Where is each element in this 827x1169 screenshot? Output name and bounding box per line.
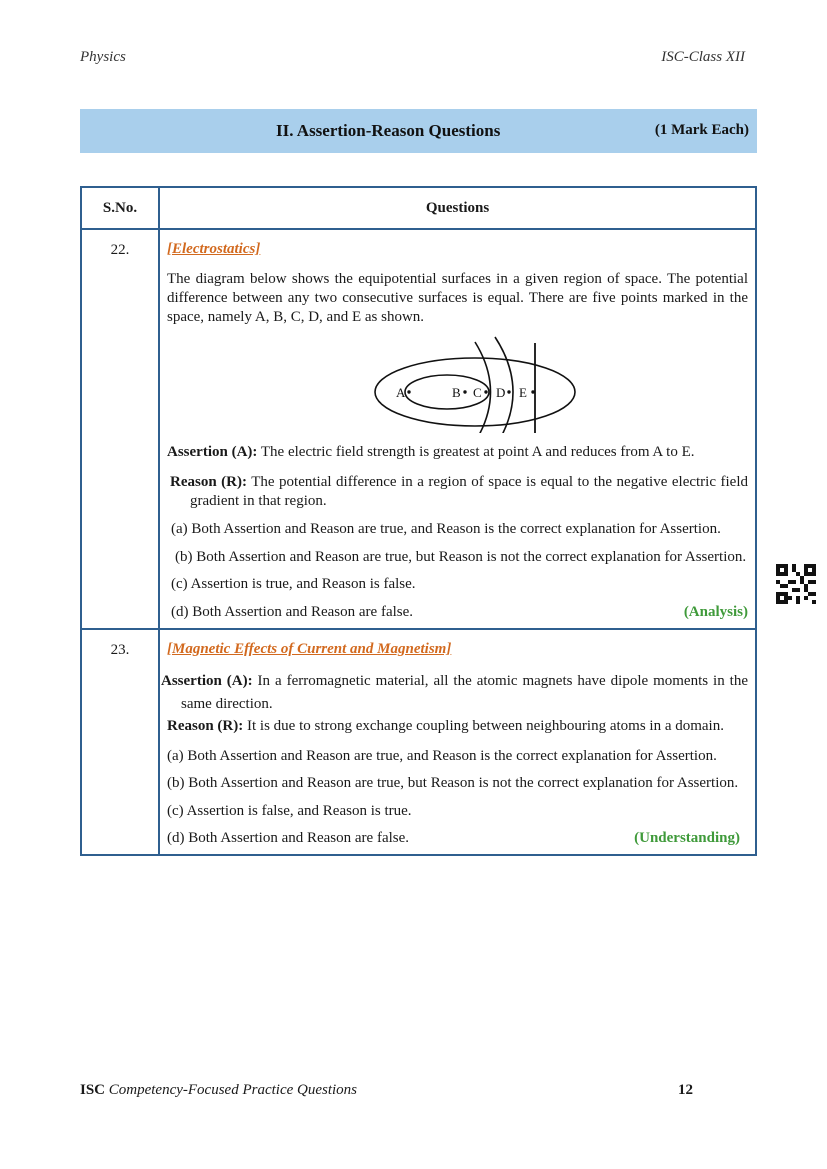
header-class: ISC-Class XII bbox=[661, 49, 745, 65]
question-cell bbox=[159, 229, 756, 629]
question-row-22 bbox=[81, 229, 756, 629]
col-header-questions: Questions bbox=[159, 187, 756, 229]
option-d: (d) Both Assertion and Reason are false. bbox=[171, 604, 414, 620]
label-d: D bbox=[496, 385, 506, 400]
label-e: E bbox=[519, 385, 527, 400]
label-b: B bbox=[452, 385, 461, 400]
reason-text: The potential difference in a region of space is equal to the negative electric field gradient in that region. bbox=[190, 474, 748, 509]
assertion bbox=[161, 670, 748, 716]
option-c: (c) Assertion is true, and Reason is false. bbox=[171, 576, 416, 592]
question-number: 23. bbox=[81, 629, 159, 855]
point-e bbox=[531, 390, 534, 393]
col-header-sno: S.No. bbox=[81, 187, 159, 229]
footer-brand: ISC bbox=[80, 1082, 106, 1098]
assertion-text: In a ferromagnetic material, all the atomic magnets have dipole moments in the same direction. bbox=[181, 673, 748, 712]
question-topic: [Electrostatics] bbox=[167, 241, 261, 257]
option-d-row bbox=[167, 603, 748, 622]
option-a: (a) Both Assertion and Reason are true, and Reason is the correct explanation for Assertion. bbox=[167, 748, 717, 764]
question-stem: The diagram below shows the equipotential surfaces in a given region of space. The potential difference between any two consecutive surfaces is equal. There are five points marked in the space, namely A, B, C, D, and E as shown. bbox=[167, 271, 748, 325]
assertion-label: Assertion (A): bbox=[161, 673, 253, 689]
point-d bbox=[507, 390, 510, 393]
table-header-row bbox=[81, 187, 756, 229]
option-b: (b) Both Assertion and Reason are true, but Reason is not the correct explanation for Assertion. bbox=[167, 775, 739, 791]
option-a: (a) Both Assertion and Reason are true, and Reason is the correct explanation for Assertion. bbox=[171, 521, 721, 537]
question-cell bbox=[159, 629, 756, 855]
point-c bbox=[484, 390, 487, 393]
option-b: (b) Both Assertion and Reason are true, but Reason is not the correct explanation for Assertion. bbox=[175, 549, 747, 565]
point-a bbox=[407, 390, 410, 393]
option-d-row bbox=[167, 829, 748, 848]
question-number: 22. bbox=[81, 229, 159, 629]
footer-subtitle: Competency-Focused Practice Questions bbox=[105, 1082, 358, 1098]
reason-text: It is due to strong exchange coupling between neighbouring atoms in a domain. bbox=[243, 718, 724, 734]
reason bbox=[167, 473, 748, 511]
question-row-23 bbox=[81, 629, 756, 855]
assertion-label: Assertion (A): bbox=[167, 444, 258, 460]
header-subject: Physics bbox=[80, 49, 126, 65]
reason bbox=[167, 716, 748, 737]
footer-title bbox=[80, 1082, 357, 1099]
reason-label: Reason (R): bbox=[167, 718, 244, 734]
assertion bbox=[167, 443, 748, 462]
section-marks: (1 Mark Each) bbox=[654, 122, 749, 138]
label-c: C bbox=[473, 385, 482, 400]
section-banner bbox=[80, 109, 757, 153]
question-topic: [Magnetic Effects of Current and Magnetism] bbox=[167, 641, 452, 657]
label-a: A bbox=[396, 385, 406, 400]
qr-code-icon[interactable] bbox=[776, 564, 816, 604]
equipotential-diagram bbox=[167, 333, 750, 433]
cognitive-level: (Analysis) bbox=[683, 604, 748, 620]
point-b bbox=[463, 390, 466, 393]
cognitive-level: (Understanding) bbox=[634, 830, 740, 846]
section-title: II. Assertion-Reason Questions bbox=[276, 121, 501, 140]
assertion-text: The electric field strength is greatest at point A and reduces from A to E. bbox=[257, 444, 695, 460]
option-c: (c) Assertion is false, and Reason is true. bbox=[167, 803, 412, 819]
reason-label: Reason (R): bbox=[170, 474, 247, 490]
questions-table bbox=[80, 186, 757, 856]
page-number: 12 bbox=[678, 1082, 693, 1098]
option-d: (d) Both Assertion and Reason are false. bbox=[167, 830, 410, 846]
